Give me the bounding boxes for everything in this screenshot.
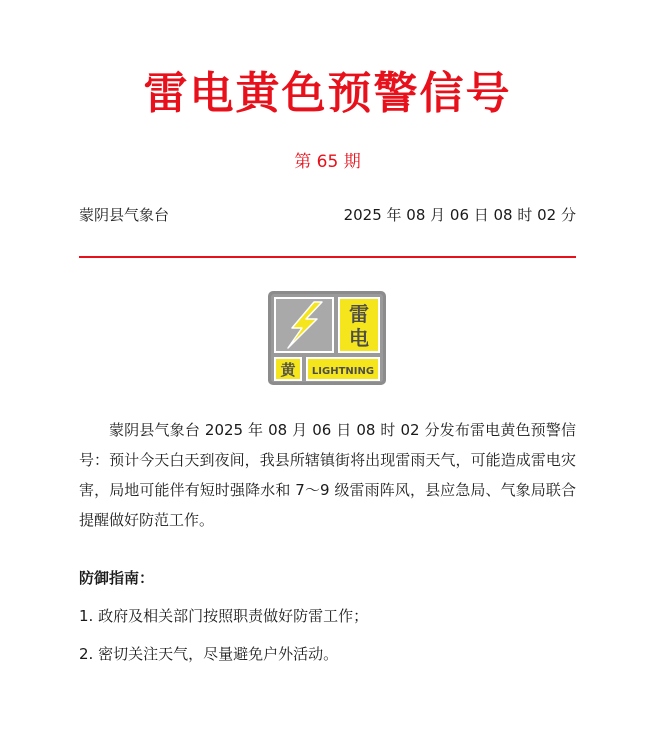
signal-level-char: 黄 [280,361,296,379]
guide-title: 防御指南： [79,569,155,587]
issuer-date-row [79,203,576,227]
issue-datetime: 2025 年 08 月 06 日 08 时 02 分 [343,206,576,224]
signal-char-top: 雷 [349,302,369,326]
page-title: 雷电黄色预警信号 [143,68,512,119]
signal-char-bottom: 电 [349,326,369,350]
warning-paragraph: 蒙阴县气象台 2025 年 08 月 06 日 08 时 02 分发布雷电黄色预警信号：预计今天白天到夜间，我县所辖镇街将出现雷雨天气，可能造成雷电灾害，局地可能伴有短时强降水和 7～9 级雷雨阵风，县应急局、气象局联合提醒做好防范工作。 [79,421,576,529]
red-divider [79,256,576,258]
signal-label: LIGHTNING [311,366,375,377]
guide-item: 2. 密切关注天气，尽量避免户外活动。 [79,645,339,663]
lightning-yellow-signal-icon [268,291,386,385]
issuer-name: 蒙阴县气象台 [79,206,170,224]
issue-number: 第 65 期 [294,152,361,172]
guide-item: 1. 政府及相关部门按照职责做好防雷工作； [79,607,369,625]
